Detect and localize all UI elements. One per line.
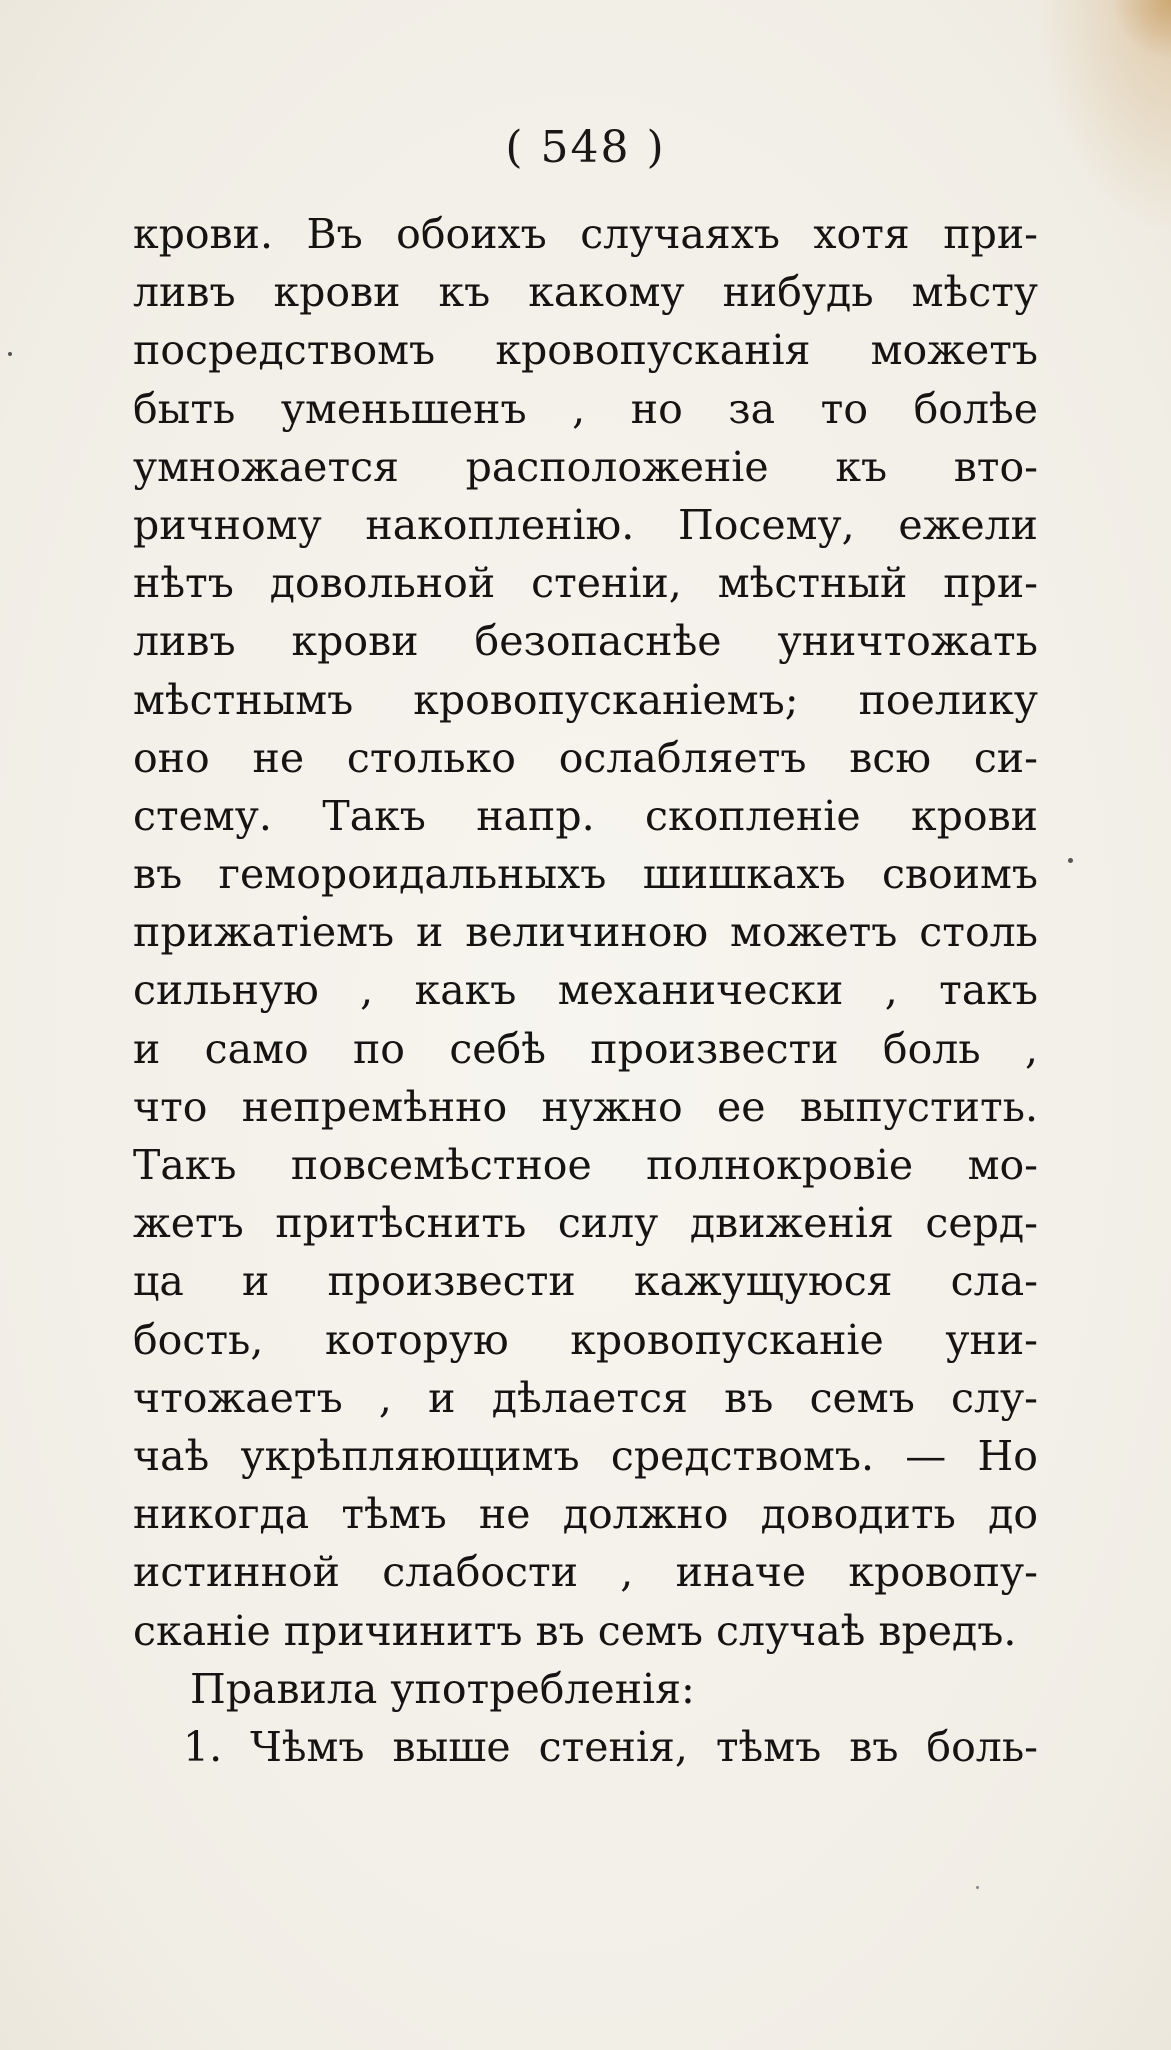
text-line: истинной слабости , иначе кровопу- xyxy=(133,1548,1038,1597)
ink-speck xyxy=(8,352,12,356)
text-line: умножается расположеніе къ вто- xyxy=(133,442,1038,491)
paper-stain xyxy=(1111,0,1171,60)
page-number: ( 548 ) xyxy=(505,122,666,173)
section-heading: Правила употребленія: xyxy=(190,1664,695,1713)
text-line: и само по себѣ произвести боль , xyxy=(133,1024,1038,1073)
text-line: ливъ крови къ какому нибудь мѣсту xyxy=(133,268,1038,317)
text-line: ца и произвести кажущуюся сла- xyxy=(133,1257,1038,1306)
text-line: въ гемороидальныхъ шишкахъ своимъ xyxy=(133,850,1038,899)
text-line: чтожаетъ , и дѣлается въ семъ слу- xyxy=(133,1373,1038,1422)
text-line: чаѣ укрѣпляющимъ средствомъ. — Но xyxy=(133,1431,1038,1480)
text-line: ричному накопленію. Посему, ежели xyxy=(133,500,1038,549)
body-text xyxy=(133,205,1038,1776)
text-line: быть уменьшенъ , но за то болѣе xyxy=(133,384,1038,433)
text-line: мѣстнымъ кровопусканіемъ; поелику xyxy=(133,675,1038,724)
text-line: нѣтъ довольной стеніи, мѣстный при- xyxy=(133,559,1038,608)
text-line: крови. Въ обоихъ случаяхъ хотя при- xyxy=(133,210,1038,258)
text-line: жетъ притѣснить силу движенія серд- xyxy=(133,1199,1038,1248)
text-line: сканіе причинитъ въ семъ случаѣ вредъ. xyxy=(133,1606,1017,1655)
text-line: стему. Такъ напр. скопленіе крови xyxy=(133,791,1038,840)
text-line: бость, которую кровопусканіе уни- xyxy=(133,1315,1038,1364)
text-line: прижатіемъ и величиною можетъ столь xyxy=(133,908,1038,957)
text-line: оно не столько ослабляетъ всю си- xyxy=(133,733,1038,782)
text-line: сильную , какъ механически , такъ xyxy=(133,966,1038,1015)
ink-speck xyxy=(1068,858,1073,863)
text-line: никогда тѣмъ не должно доводить до xyxy=(133,1490,1038,1539)
numbered-item: 1. Чѣмъ выше стенія, тѣмъ въ боль- xyxy=(183,1722,1038,1771)
text-line: ливъ крови безопаснѣе уничтожать xyxy=(133,617,1038,666)
text-line: посредствомъ кровопусканія можетъ xyxy=(133,326,1038,375)
text-line: что непремѣнно нужно ее выпустить. xyxy=(133,1082,1038,1131)
text-line: Такъ повсемѣстное полнокровіе мо- xyxy=(133,1141,1038,1189)
ink-speck xyxy=(976,1886,979,1889)
